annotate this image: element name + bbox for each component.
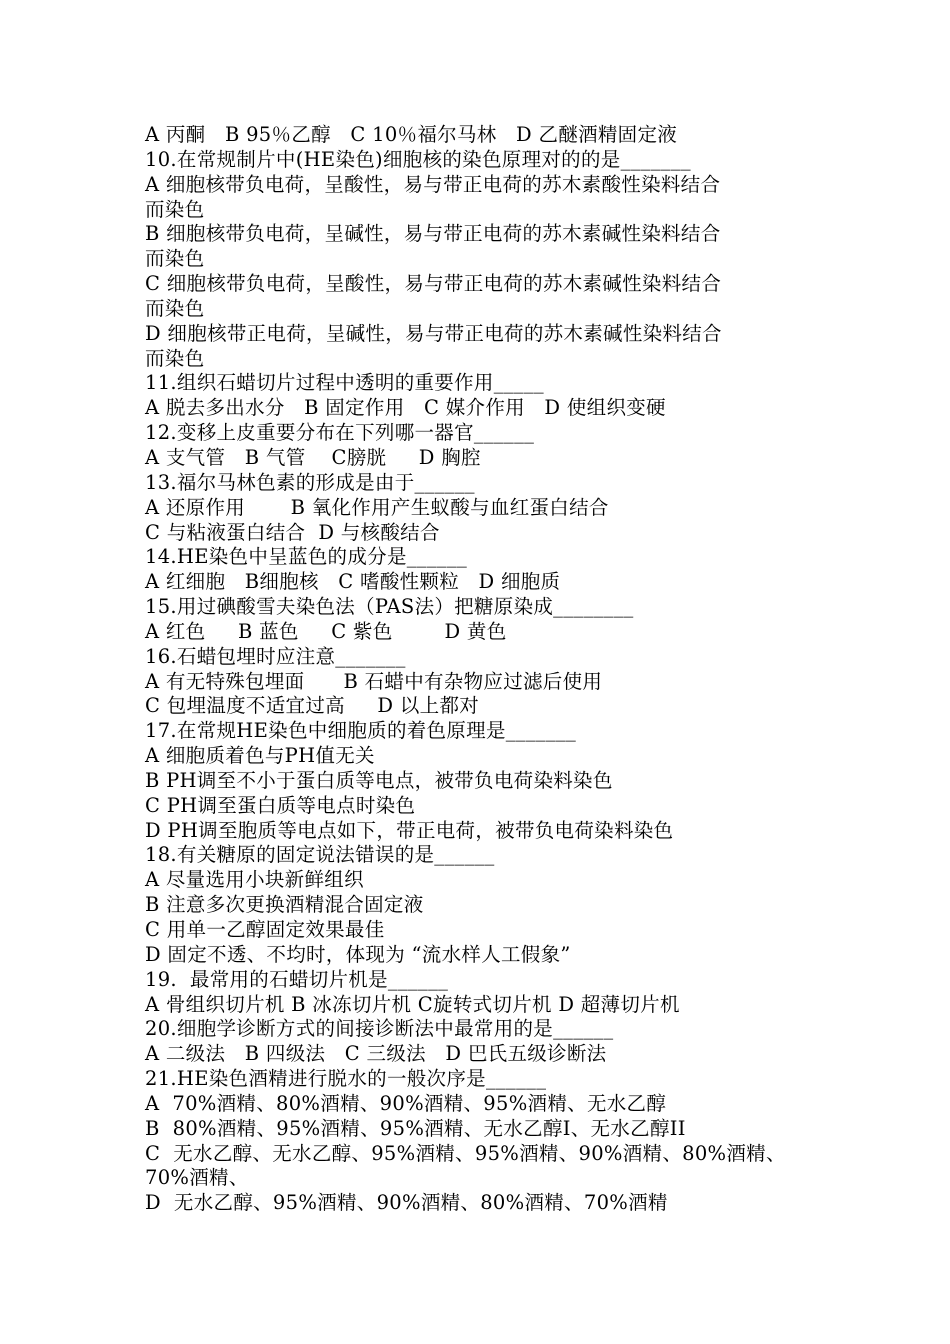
text-line: A 支气管 B 气管 C膀胱 D 胸腔 (145, 445, 481, 469)
text-line: A 有无特殊包埋面 B 石蜡中有杂物应过滤后使用 (145, 669, 603, 693)
text-line: D 细胞核带正电荷，呈碱性，易与带正电荷的苏木素碱性染料结合 (145, 321, 722, 345)
question-text-block (145, 123, 835, 1216)
text-line: 15.用过碘酸雪夫染色法（PAS法）把糖原染成________ (145, 595, 634, 619)
text-line: C 细胞核带负电荷，呈酸性，易与带正电荷的苏木素碱性染料结合 (145, 272, 722, 296)
text-line: 而染色 (145, 247, 205, 271)
text-line: 17.在常规HE染色中细胞质的着色原理是_______ (145, 719, 577, 743)
text-line: A 二级法 B 四级法 C 三级法 D 巴氏五级诊断法 (145, 1042, 607, 1066)
text-line: A 还原作用 B 氧化作用产生蚁酸与血红蛋白结合 (145, 495, 609, 519)
text-line: 而染色 (145, 197, 205, 221)
text-line: 18.有关糖原的固定说法错误的是______ (145, 843, 495, 867)
text-line: B PH调至不小于蛋白质等电点，被带负电荷染料染色 (145, 768, 613, 792)
text-line: A 脱去多出水分 B 固定作用 C 媒介作用 D 使组织变硬 (145, 396, 666, 420)
text-line: C 与粘液蛋白结合 D 与核酸结合 (145, 520, 440, 544)
text-line: C 用单一乙醇固定效果最佳 (145, 918, 385, 941)
text-line: C PH调至蛋白质等电点时染色 (145, 793, 416, 817)
text-line: A 丙酮 B 95％乙醇 C 10％福尔马林 D 乙醚酒精固定液 (145, 123, 678, 146)
text-line: 11.组织石蜡切片过程中透明的重要作用_____ (145, 371, 544, 395)
text-line: A 尽量选用小块新鲜组织 (145, 868, 364, 892)
text-line: B 注意多次更换酒精混合固定液 (145, 893, 424, 917)
text-line: 19. 最常用的石蜡切片机是______ (145, 967, 449, 991)
text-line: 70%酒精、 (145, 1166, 249, 1190)
text-line: 21.HE染色酒精进行脱水的一般次序是______ (145, 1067, 547, 1091)
text-line: A 骨组织切片机 B 冰冻切片机 C旋转式切片机 D 超薄切片机 (145, 992, 680, 1016)
text-line: C 无水乙醇、无水乙醇、95%酒精、95%酒精、90%酒精、80%酒精、 (145, 1141, 786, 1165)
text-line: 而染色 (145, 296, 205, 320)
text-line: A 红色 B 蓝色 C 紫色 D 黄色 (145, 619, 507, 643)
text-line: D 固定不透、不均时，体现为 “流水样人工假象” (145, 942, 571, 966)
text-line: D PH调至胞质等电点如下，带正电荷，被带负电荷染料染色 (145, 818, 674, 842)
text-line: 12.变移上皮重要分布在下列哪一器官______ (145, 421, 535, 445)
text-line: B 80%酒精、95%酒精、95%酒精、无水乙醇I、无水乙醇II (145, 1116, 686, 1140)
text-line: A 70%酒精、80%酒精、90%酒精、95%酒精、无水乙醇 (145, 1091, 667, 1115)
text-line: D 无水乙醇、95%酒精、90%酒精、80%酒精、70%酒精 (145, 1191, 668, 1215)
text-line: A 红细胞 B细胞核 C 嗜酸性颗粒 D 细胞质 (145, 570, 561, 594)
text-line: 14.HE染色中呈蓝色的成分是______ (145, 545, 468, 569)
text-line: 10.在常规制片中(HE染色)细胞核的染色原理对的的是_______ (145, 147, 691, 171)
text-line: 20.细胞学诊断方式的间接诊断法中最常用的是______ (145, 1017, 614, 1041)
text-line: 13.福尔马林色素的形成是由于______ (145, 470, 475, 494)
text-line: 而染色 (145, 346, 205, 370)
text-line: 16.石蜡包埋时应注意_______ (145, 644, 406, 668)
text-line: A 细胞质着色与PH值无关 (145, 744, 375, 768)
text-line: A 细胞核带负电荷，呈酸性，易与带正电荷的苏木素酸性染料结合 (145, 172, 721, 196)
text-line: C 包埋温度不适宜过高 D 以上都对 (145, 694, 480, 718)
text-line: B 细胞核带负电荷，呈碱性，易与带正电荷的苏木素碱性染料结合 (145, 222, 721, 246)
